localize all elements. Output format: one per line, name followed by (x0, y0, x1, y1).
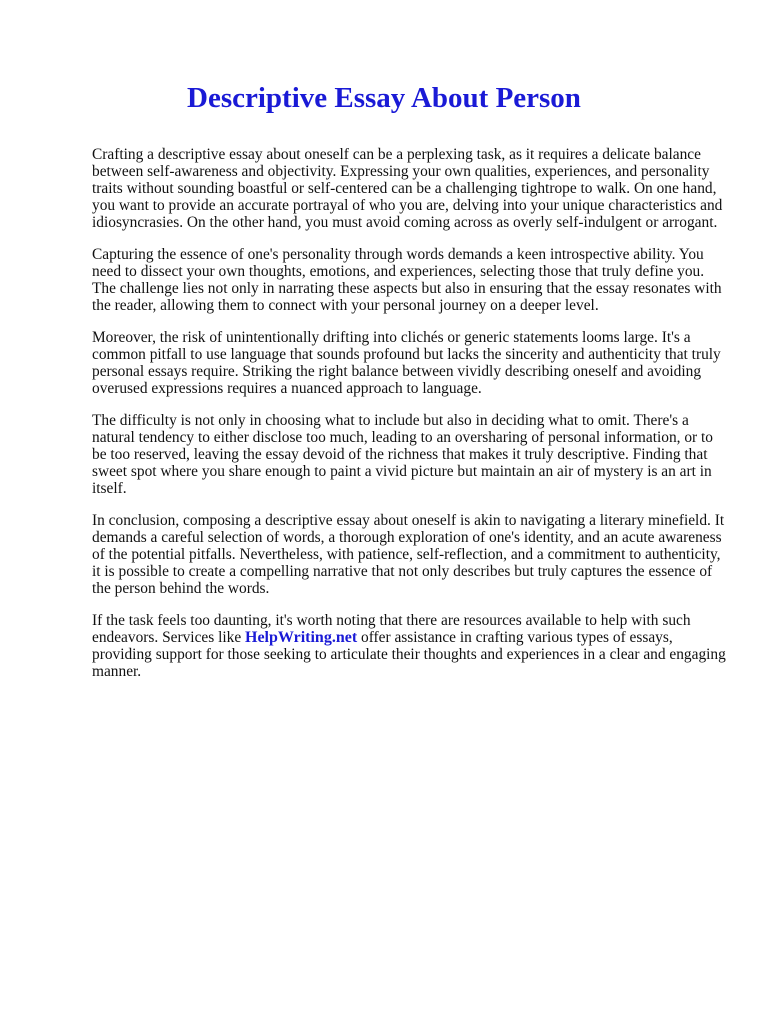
paragraph-1: Crafting a descriptive essay about oneself can be a perplexing task, as it requires a delicate balance between self-awareness and objectivity. Expressing your own qualities, experiences, and personality traits without sounding boastful or self-centered can be a challenging tightrope to walk. On one hand, you want to provide an accurate portrayal of who you are, delving into your unique characteristics and idiosyncrasies. On the other hand, you must avoid coming across as overly self-indulgent or arrogant. (92, 146, 723, 231)
closing-text-after-link: offer assistance in crafting various types of essays, providing support for those seeking to articulate their thoughts and experiences in a clear and engaging manner. (92, 629, 726, 680)
essay-body (92, 146, 728, 695)
page-title: Descriptive Essay About Person (187, 82, 581, 114)
closing-text-before-link: If the task feels too daunting, it's worth noting that there are resources available to help with such endeavors. Services like (92, 612, 691, 646)
helpwriting-link[interactable]: HelpWriting.net (245, 629, 358, 646)
paragraph-closing (92, 612, 728, 680)
paragraph-5: In conclusion, composing a descriptive essay about oneself is akin to navigating a literary minefield. It demands a careful selection of words, a thorough exploration of one's identity, and an acute awareness of the potential pitfalls. Nevertheless, with patience, self-reflection, and a commitment to authenticity, it is possible to create a compelling narrative that not only describes but truly captures the essence of the person behind the words. (92, 512, 725, 597)
paragraph-4: The difficulty is not only in choosing what to include but also in deciding what to omit. There's a natural tendency to either disclose too much, leading to an oversharing of personal information, or to be too reserved, leaving the essay devoid of the richness that makes it truly descriptive. Finding that sweet spot where you share enough to paint a vivid picture but maintain an air of mystery is an art in itself. (92, 412, 714, 497)
paragraph-2: Capturing the essence of one's personality through words demands a keen introspective ability. You need to dissect your own thoughts, emotions, and experiences, selecting those that truly define you. The challenge lies not only in narrating these aspects but also in ensuring that the essay resonates with the reader, allowing them to connect with your personal journey on a deeper level. (92, 246, 722, 314)
paragraph-3: Moreover, the risk of unintentionally drifting into clichés or generic statements looms large. It's a common pitfall to use language that sounds profound but lacks the sincerity and authenticity that truly personal essays require. Striking the right balance between vividly describing oneself and avoiding overused expressions requires a nuanced approach to language. (92, 329, 721, 397)
